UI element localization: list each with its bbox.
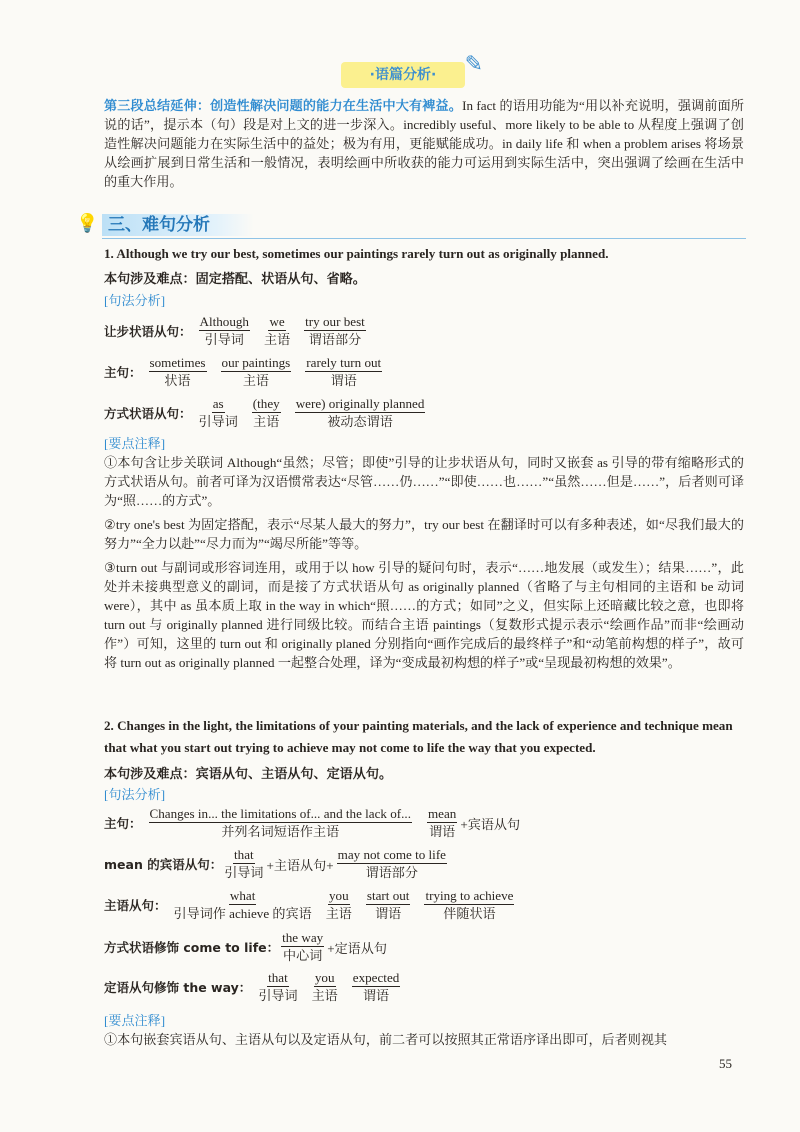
- part: the way 中心词: [282, 930, 324, 963]
- part: (they 主语: [252, 396, 280, 429]
- s2-row-attributive: [104, 967, 407, 1007]
- sentence-1-notes-label: [要点注释]: [104, 436, 166, 451]
- pen-icon: ✎: [464, 52, 483, 77]
- part: our paintings 主语: [221, 355, 291, 388]
- s2-row-object: [104, 844, 449, 884]
- part: as 引导词: [198, 396, 238, 429]
- intro-paragraph: [104, 96, 744, 191]
- s2-note-1: ①本句嵌套宾语从句、主语从句以及定语从句，前二者可以按照其正常语序译出即可，后者则视其: [104, 1032, 668, 1047]
- s1-note-2: ②try one's best 为固定搭配，表示“尽某人最大的努力”，try our best 在翻译时可以有多种表述，如“尽我们最大的努力”“全力以赴”“尽力而为”“竭尽所能”等等。: [104, 517, 744, 551]
- row-label: 方式状语修饰 come to life：: [104, 940, 280, 955]
- row-label: 主句：: [104, 365, 142, 380]
- part: expected 谓语: [352, 970, 400, 1003]
- part: were) originally planned 被动态谓语: [295, 396, 425, 429]
- sentence-2-difficulty: 本句涉及难点：宾语从句、主语从句、定语从句。: [104, 766, 393, 781]
- section-heading: [76, 212, 746, 240]
- part: Although 引导词: [199, 314, 249, 347]
- part: what 引导词作 achieve 的宾语: [173, 888, 312, 921]
- s2-row-subject-clause: [104, 885, 521, 925]
- part: you 主语: [311, 970, 338, 1003]
- section-rule: [102, 238, 746, 239]
- sentence-2: 2. Changes in the light, the limitations of your painting materials, and the lack of experience and technique mean that what you start out trying to achieve may not come to life the way that you expected.: [104, 718, 733, 755]
- row-label: 主语从句：: [104, 898, 167, 913]
- s1-note-1: ①本句含让步关联词 Although“虽然；尽管；即使”引导的让步状语从句，同时又嵌套 as 引导的带有缩略形式的方式状语从句。前者可译为汉语惯常表达“尽管……仍……”“即使……也……”“虽然……但是……”，后者则可译为“照……的方式”。: [104, 455, 744, 508]
- part: try our best 谓语部分: [305, 314, 365, 347]
- page-number: 55: [719, 1056, 732, 1071]
- s2-row-manner: [104, 927, 388, 967]
- sentence-2-notes-label: [要点注释]: [104, 1013, 166, 1028]
- section-title: 三、难句分析: [102, 214, 254, 236]
- part: you 主语: [325, 888, 352, 921]
- row-label: 让步状语从句：: [104, 324, 192, 339]
- s1-row-concessive: [104, 311, 373, 351]
- row-label: 方式状语从句：: [104, 406, 192, 421]
- s1-row-main: [104, 352, 389, 392]
- row-tail: +定语从句: [327, 940, 387, 956]
- sentence-2-analysis-label: [句法分析]: [104, 787, 166, 802]
- part: that 引导词: [224, 847, 264, 880]
- part: may not come to life 谓语部分: [337, 847, 446, 880]
- row-label: 定语从句修饰 the way：: [104, 980, 252, 995]
- row-label: mean 的宾语从句：: [104, 857, 223, 872]
- part: start out 谓语: [366, 888, 410, 921]
- sentence-1-analysis-label: [句法分析]: [104, 293, 166, 308]
- lightbulb-icon: 💡: [76, 213, 99, 233]
- part: trying to achieve 伴随状语: [425, 888, 514, 921]
- part: sometimes 状语: [149, 355, 206, 388]
- s1-row-manner: [104, 393, 432, 433]
- s1-note-3: ③turn out 与副词或形容词连用，或用于以 how 引导的疑问句时，表示“……地发展（或发生）；结果……”，此处并未接典型意义的副词，而是接了方式状语从句 as originally planned（省略了与主句相同的主语和 be 动词 were），其中 as 虽本质上取 in the way in which“照……的方式；如同”之义，但实际上还暗藏比较之意，也即将 turn out 与 originally planned 进行同级比较。而结合主语 paintings（复数形式提示表示“绘画作品”而非“绘画动作”）可知，这里的 turn out 和 originally planed 分别指向“画作完成后的最终样子”和“动笔前构想的样子”，故可将 turn out as originally planned 一起整合处理，译为“变成最初构想的样子”或“呈现最初构想的效果”。: [104, 560, 744, 670]
- part: Changes in... the limitations of... and the lack of... 并列名词短语作主语: [149, 806, 411, 839]
- badge-label: ·语篇分析·: [369, 67, 437, 83]
- intro-text: In fact 的语用功能为“用以补充说明，强调前面所说的话”，提示本（句）段是对上文的进一步深入。incredibly useful、more likely to be able to 从程度上强调了创造性解决问题能力在实际生活中的益处；极为有用，更能赋能成功。in daily life 和 when a problem arises 将场景从绘画扩展到日常生活和一般情况，表明绘画中所收获的能力可运用到实际生活中，突出强调了绘画在生活中的重大作用。: [104, 98, 745, 189]
- intro-lead: 第三段总结延伸：创造性解决问题的能力在生活中大有裨益。: [104, 98, 463, 113]
- sentence-1-difficulty: 本句涉及难点：固定搭配、状语从句、省略。: [104, 271, 366, 286]
- sentence-1: 1. Although we try our best, sometimes our paintings rarely turn out as originally planned.: [104, 246, 609, 261]
- part: we 主语: [263, 314, 291, 347]
- row-tail: +宾语从句: [460, 816, 521, 832]
- part: mean 谓语: [427, 806, 457, 839]
- part: rarely turn out 谓语: [306, 355, 382, 388]
- part: that 引导词: [258, 970, 298, 1003]
- discourse-analysis-badge: [341, 52, 483, 88]
- row-label: 主句：: [104, 816, 142, 831]
- s2-row-main: [104, 803, 521, 843]
- row-mid: +主语从句+: [266, 857, 334, 873]
